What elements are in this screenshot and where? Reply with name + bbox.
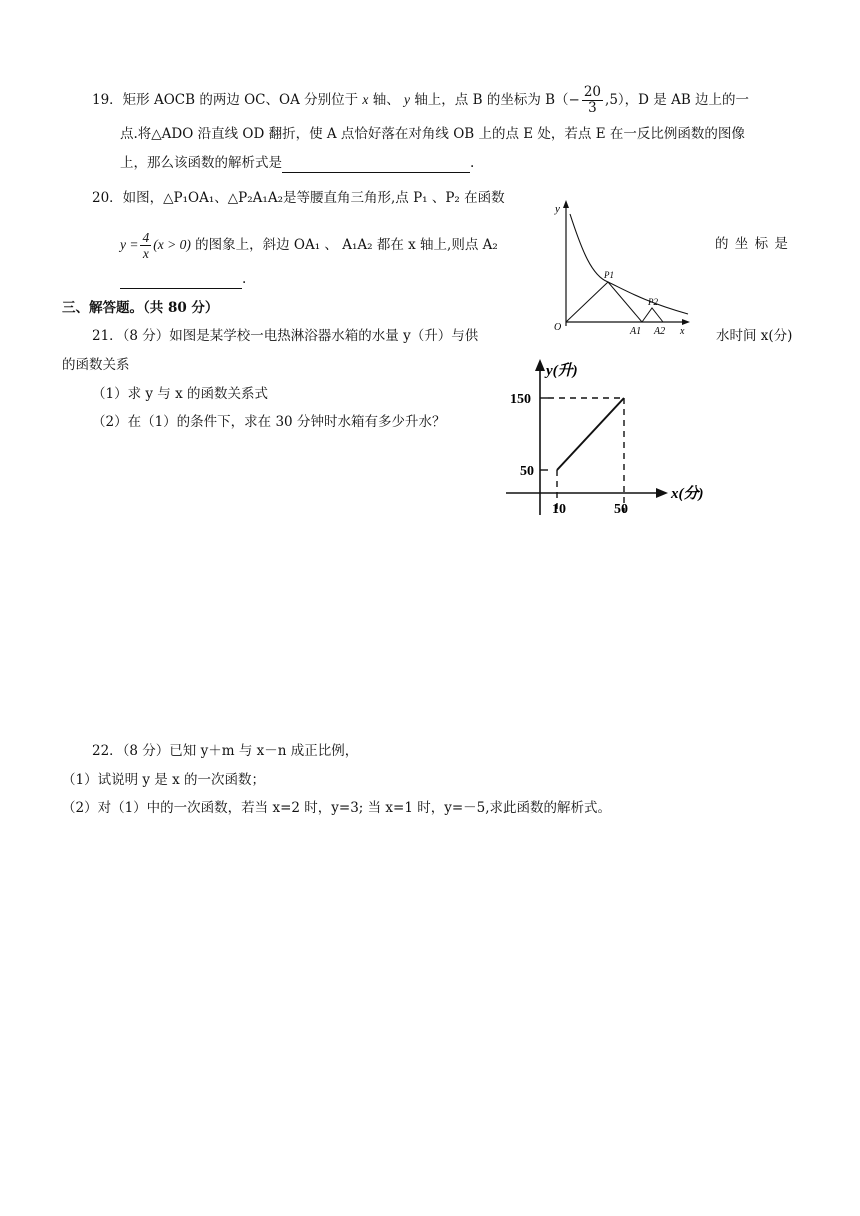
fig21-x-tick-label-10: 10 — [552, 502, 566, 517]
fig20-triangle-1 — [566, 282, 642, 322]
q20-line3-end: . — [242, 271, 247, 287]
q19-answer-blank[interactable] — [282, 156, 470, 173]
section3-title: 三、解答题。（共 80 分） — [62, 300, 219, 316]
fig20-triangle-2 — [642, 308, 663, 322]
q20-line2 — [120, 230, 498, 261]
q20-func-cond: (x > 0) — [153, 237, 191, 252]
q20-func-fraction — [140, 230, 151, 261]
fig20-a1-label: A1 — [630, 326, 642, 337]
q22-line1: 22．（8 分）已知 y＋m 与 x－n 成正比例， — [92, 743, 359, 759]
q21-part2: （2）在（1）的条件下，求在 30 分钟时水箱有多少升水？ — [92, 414, 446, 430]
q19-frac-den: 3 — [588, 100, 597, 116]
fig20-hyperbola — [570, 214, 688, 314]
fig20-origin-label: O — [554, 322, 562, 333]
q19-line3-end: . — [470, 155, 475, 171]
q21-part1: （1）求 y 与 x 的函数关系式 — [92, 386, 268, 402]
q19-line3-text: 上，那么该函数的解析式是 — [120, 155, 282, 171]
fig21-x-label: x(分) — [671, 486, 704, 502]
fig21-x-tick-label-50: 50 — [614, 502, 628, 517]
q19-line1 — [92, 85, 749, 116]
fig20-p2-label: P2 — [648, 297, 658, 307]
fig20-x-label: x — [680, 326, 685, 337]
q21-line1: 21．（8 分）如图是某学校一电热淋浴器水箱的水量 y（升）与供 — [92, 328, 479, 344]
q21-figure — [500, 355, 715, 520]
q19-text-d: ），D 是 AB 边上的一 — [617, 92, 750, 108]
fig20-x-arrow — [682, 319, 690, 325]
fig21-y-label: y(升) — [546, 363, 578, 379]
q20-line3 — [120, 269, 246, 289]
q19-text-c: 轴上，点 B 的坐标为 B（ — [414, 92, 569, 108]
fig21-x-arrow — [656, 488, 668, 498]
q20-frac-den: x — [142, 246, 149, 261]
q22-part2: （2）对（1）中的一次函数，若当 x=2 时，y=3; 当 x=1 时，y=－5,求此函数的解析式。 — [62, 800, 612, 816]
q19-frac-num: 20 — [583, 84, 602, 100]
q20-line1: 20．如图，△P₁OA₁、△P₂A₁A₂是等腰直角三角形,点 P₁ 、P₂ 在函数 — [92, 190, 505, 206]
fig21-y-tick-label-150: 150 — [510, 392, 531, 407]
q22-part1: （1）试说明 y 是 x 的一次函数； — [62, 772, 265, 788]
q20-answer-blank[interactable] — [120, 272, 242, 289]
q19-coord-minus: − — [568, 92, 580, 108]
fig20-a2-label: A2 — [654, 326, 666, 337]
q21-line2: 的函数关系 — [62, 357, 130, 373]
q20-line2-right: 的 坐 标 是 — [715, 236, 789, 252]
fig20-y-label: y — [555, 203, 560, 215]
q20-frac-num: 4 — [142, 230, 150, 245]
q19-line2: 点.将△ADO 沿直线 OD 翻折，使 A 点恰好落在对角线 OB 上的点 E 处，若点 E 在一反比例函数的图像 — [120, 126, 745, 142]
fig20-y-arrow — [563, 200, 569, 208]
q20-line2-text: 的图象上，斜边 OA₁ 、 A₁A₂ 都在 x 轴上,则点 A₂ — [195, 237, 498, 253]
q20-figure — [530, 196, 700, 338]
q19-text-b: 轴、 — [372, 92, 400, 108]
q19-text-a: 19．矩形 AOCB 的两边 OC、OA 分别位于 — [92, 92, 359, 108]
fig21-y-tick-label-50: 50 — [520, 464, 534, 479]
q19-line3 — [120, 153, 474, 173]
fig21-y-arrow — [535, 359, 545, 371]
fig21-line-segment — [557, 398, 624, 470]
q19-var-y: y — [404, 92, 411, 107]
q21-line1-right: 水时间 x(分) — [716, 328, 793, 344]
q19-var-x: x — [362, 92, 369, 107]
q20-func-lhs: y = — [120, 237, 139, 252]
fig20-p1-label: P1 — [604, 270, 614, 280]
q19-coord-tail: ,5 — [605, 92, 618, 108]
q19-coord-fraction — [582, 85, 603, 116]
